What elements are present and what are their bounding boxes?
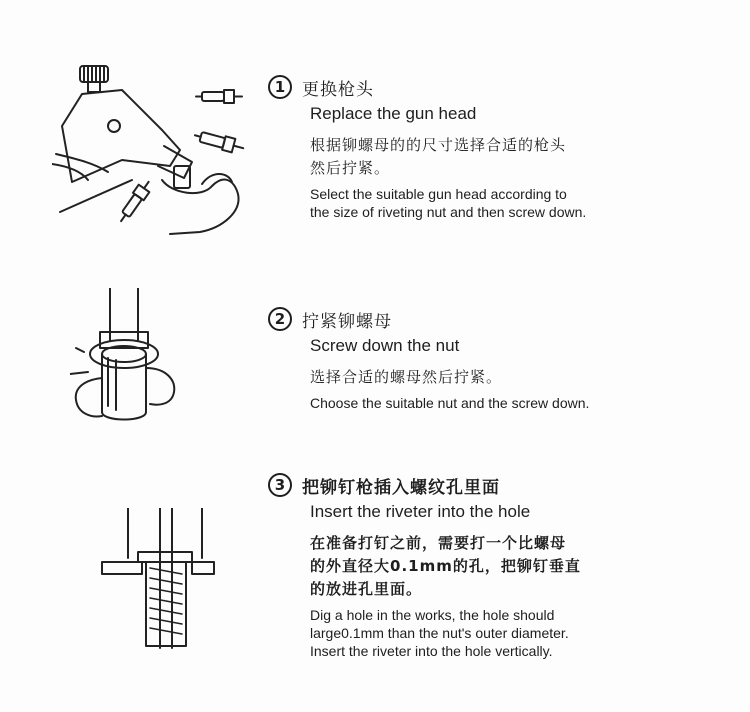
step-title-en: Screw down the nut (310, 336, 460, 355)
step-title-cn: 更换枪头 (302, 79, 374, 100)
riveter-gun-head-replacement-icon (52, 62, 262, 244)
step-3-heading (268, 472, 738, 498)
step-description-en: Choose the suitable nut and the screw down. (310, 395, 590, 411)
step-description-en: Dig a hole in the works, the hole should large0.1mm than the nut's outer diameter. Insert the riveter into the hole vertically. (310, 607, 569, 659)
step-title-en: Replace the gun head (310, 104, 477, 123)
step-2-text (268, 306, 738, 412)
step-description-cn: 在准备打钉之前，需要打一个比螺母 的外直径大0.1mm的孔，把铆钉垂直 的放进孔里面。 (310, 534, 581, 598)
step-description-cn: 选择合适的螺母然后拧紧。 (310, 368, 503, 386)
step-number-badge: 3 (268, 473, 292, 497)
step-title-en: Insert the riveter into the hole (310, 502, 531, 521)
hand-screwing-nut-icon (70, 288, 220, 438)
step-3-text (268, 472, 738, 660)
step-title-cn: 把铆钉枪插入螺纹孔里面 (302, 477, 500, 498)
step-1-heading (268, 74, 738, 100)
step-description-cn: 根据铆螺母的的尺寸选择合适的枪头 然后拧紧。 (310, 136, 567, 177)
riveter-in-hole-cross-section-icon (98, 508, 218, 658)
step-number-badge: 2 (268, 307, 292, 331)
step-number-badge: 1 (268, 75, 292, 99)
step-2-heading (268, 306, 738, 332)
step-description-en: Select the suitable gun head according to the size of riveting nut and then screw down. (310, 186, 587, 220)
step-title-cn: 拧紧铆螺母 (302, 311, 392, 332)
step-1-text (268, 74, 738, 221)
